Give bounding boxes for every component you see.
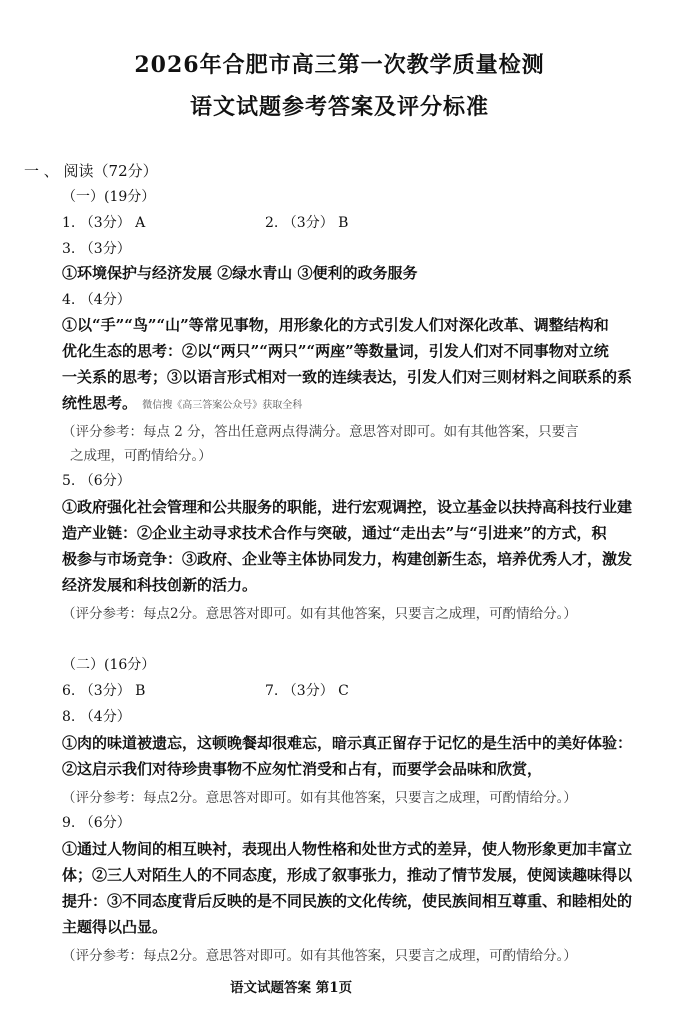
q2-answer: 2. （3分） B	[265, 215, 349, 231]
q9-scoring: （评分参考：每点2分。意思答对即可。如有其他答案，只要言之成理，可酌情给分。）	[62, 948, 577, 964]
watermark-text: 微信搜《高三答案公众号》获取全科	[142, 400, 303, 411]
q5-line: 造产业链：②企业主动寻求技术合作与突破，通过“走出去”与“引进来”的方式，积	[62, 524, 607, 542]
q5-line: 极参与市场竞争：③政府、企业等主体协同发力，构建创新生态，培养优秀人才，激发	[62, 550, 633, 568]
section-heading-reading: 一 、 阅读（72分）	[24, 162, 158, 180]
q5-scoring: （评分参考：每点2分。意思答对即可。如有其他答案，只要言之成理，可酌情给分。）	[62, 606, 577, 622]
q8-line: ②这启示我们对待珍贵事物不应匆忙消受和占有，而要学会品味和欣赏，	[62, 760, 543, 778]
q9-label: 9. （6分）	[62, 815, 131, 831]
q7-answer: 7. （3分） C	[265, 683, 349, 699]
exam-title: 2026年合肥市高三第一次教学质量检测	[134, 52, 545, 78]
q5-label: 5. （6分）	[62, 473, 131, 489]
q8-scoring: （评分参考：每点2分。意思答对即可。如有其他答案，只要言之成理，可酌情给分。）	[62, 790, 577, 806]
q5-line: 经济发展和科技创新的活力。	[62, 576, 258, 594]
q4-scoring: （评分参考：每点 2 分，答出任意两点得满分。意思答对即可。如有其他答案，只要言	[62, 424, 579, 440]
part1-heading: （一）(19分）	[62, 189, 156, 205]
q9-line: 提升：③不同态度背后反映的是不同民族的文化传统，使民族间相互尊重、和睦相处的	[62, 892, 633, 910]
q9-line: ①通过人物间的相互映衬，表现出人物性格和处世方式的差异，使人物形象更加丰富立	[62, 840, 633, 858]
q1-answer: 1. （3分） A	[62, 215, 146, 231]
q6-answer: 6. （3分） B	[62, 683, 146, 699]
q4-line-text: 统性思考。	[62, 394, 138, 412]
q4-label: 4. （4分）	[62, 292, 131, 308]
q3-label: 3. （3分）	[62, 241, 131, 257]
q4-line-last	[62, 392, 302, 413]
q8-label: 8. （4分）	[62, 709, 131, 725]
q5-line: ①政府强化社会管理和公共服务的职能，进行宏观调控，设立基金以扶持高科技行业建	[62, 498, 633, 516]
q4-scoring: 之成理，可酌情给分。）	[70, 448, 212, 464]
q3-answer: ①环境保护与经济发展 ②绿水青山 ③便利的政务服务	[62, 264, 418, 282]
part2-heading: （二）(16分）	[62, 657, 156, 673]
q4-line: ①以“手”“鸟”“山”等常见事物，用形象化的方式引发人们对深化改革、调整结构和	[62, 316, 609, 334]
q9-line: 主题得以凸显。	[62, 918, 168, 936]
q4-line: 优化生态的思考：②以“两只”“两只”“两座”等数量词，引发人们对不同事物对立统	[62, 342, 609, 360]
q8-line: ①肉的味道被遗忘，这顿晚餐却很难忘，暗示真正留存于记忆的是生活中的美好体验：	[62, 734, 633, 752]
answer-key-subtitle: 语文试题参考答案及评分标准	[189, 94, 489, 120]
page-footer: 语文试题答案 第1页	[230, 980, 353, 996]
q9-line: 体；②三人对陌生人的不同态度，形成了叙事张力，推动了情节发展，使阅读趣味得以	[62, 866, 633, 884]
q4-line: 一关系的思考；③以语言形式相对一致的连续表达，引发人们对三则材料之间联系的系	[62, 368, 633, 386]
